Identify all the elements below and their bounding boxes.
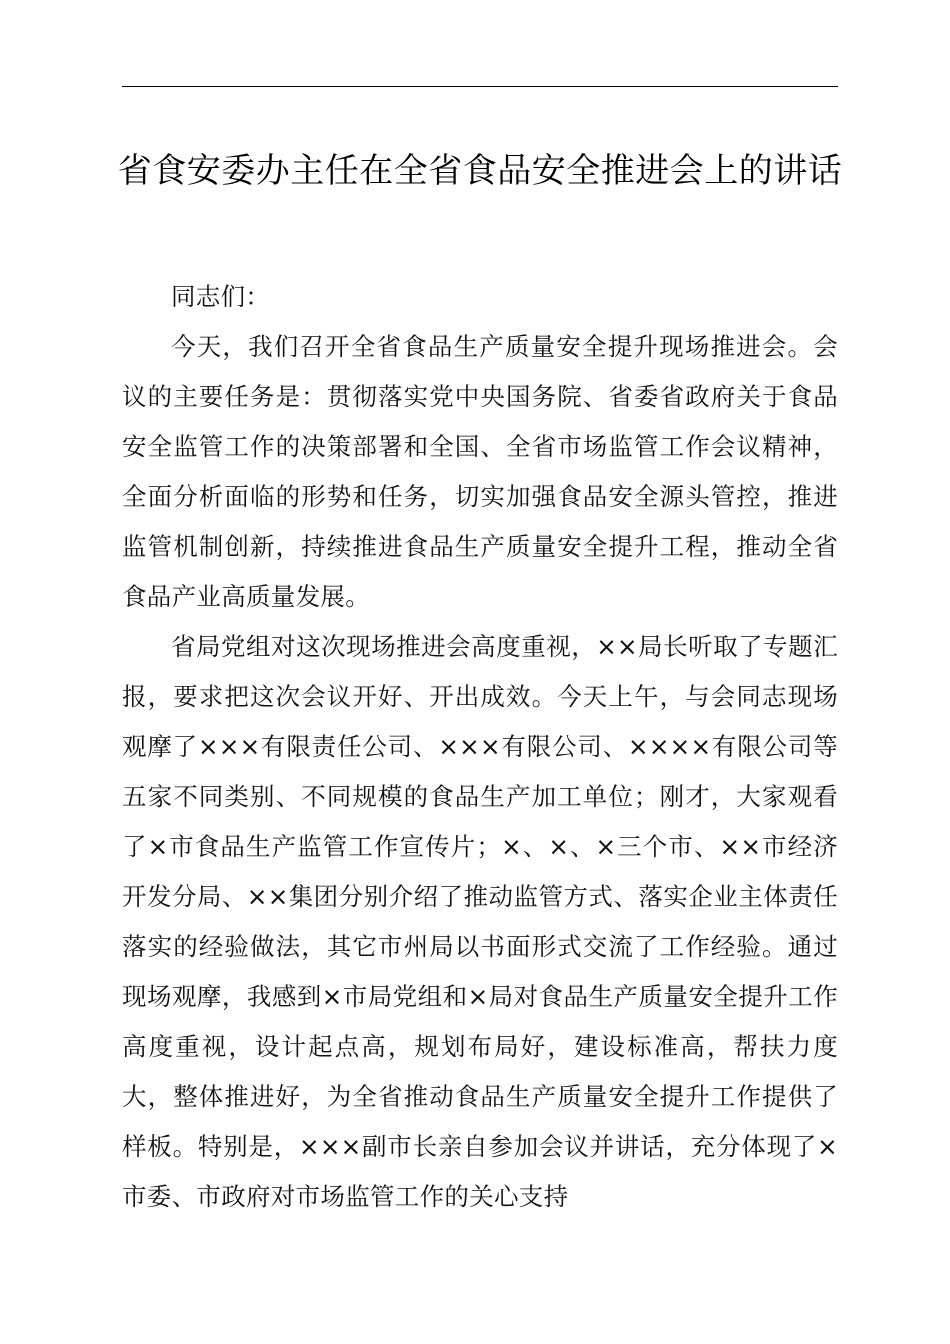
salutation: 同志们：	[171, 282, 271, 311]
paragraph-2: 省局党组对这次现场推进会高度重视，××局长听取了专题汇报，要求把这次会议开好、开出成效。今天上午，与会同志现场观摩了×××有限责任公司、×××有限公司、××××有限公司等五家不同类别、不同规模的食品生产加工单位；刚才，大家观看了×市食品生产监管工作宣传片；×、×、×三个市、××市经济开发分局、××集团分别介绍了推动监管方式、落实企业主体责任落实的经验做法，其它市州局以书面形式交流了工作经验。通过现场观摩，我感到×市局党组和×局对食品生产质量安全提升工作高度重视，设计起点高，规划布局好，建设标准高，帮扶力度大，整体推进好，为全省推动食品生产质量安全提升工作提供了样板。特别是，×××副市长亲自参加会议并讲话，充分体现了×市委、市政府对市场监管工作的关心支持	[122, 632, 838, 1211]
paragraph-1: 今天，我们召开全省食品生产质量安全提升现场推进会。会议的主要任务是：贯彻落实党中央国务院、省委省政府关于食品安全监管工作的决策部署和全国、全省市场监管工作会议精神，全面分析面临的形势和任务，切实加强食品安全源头管控，推进监管机制创新，持续推进食品生产质量安全提升工程，推动全省食品产业高质量发展。	[122, 332, 838, 611]
header-rule	[122, 86, 838, 87]
document-body	[122, 272, 838, 1222]
document-title: 省食安委办主任在全省食品安全推进会上的讲话	[117, 151, 843, 191]
